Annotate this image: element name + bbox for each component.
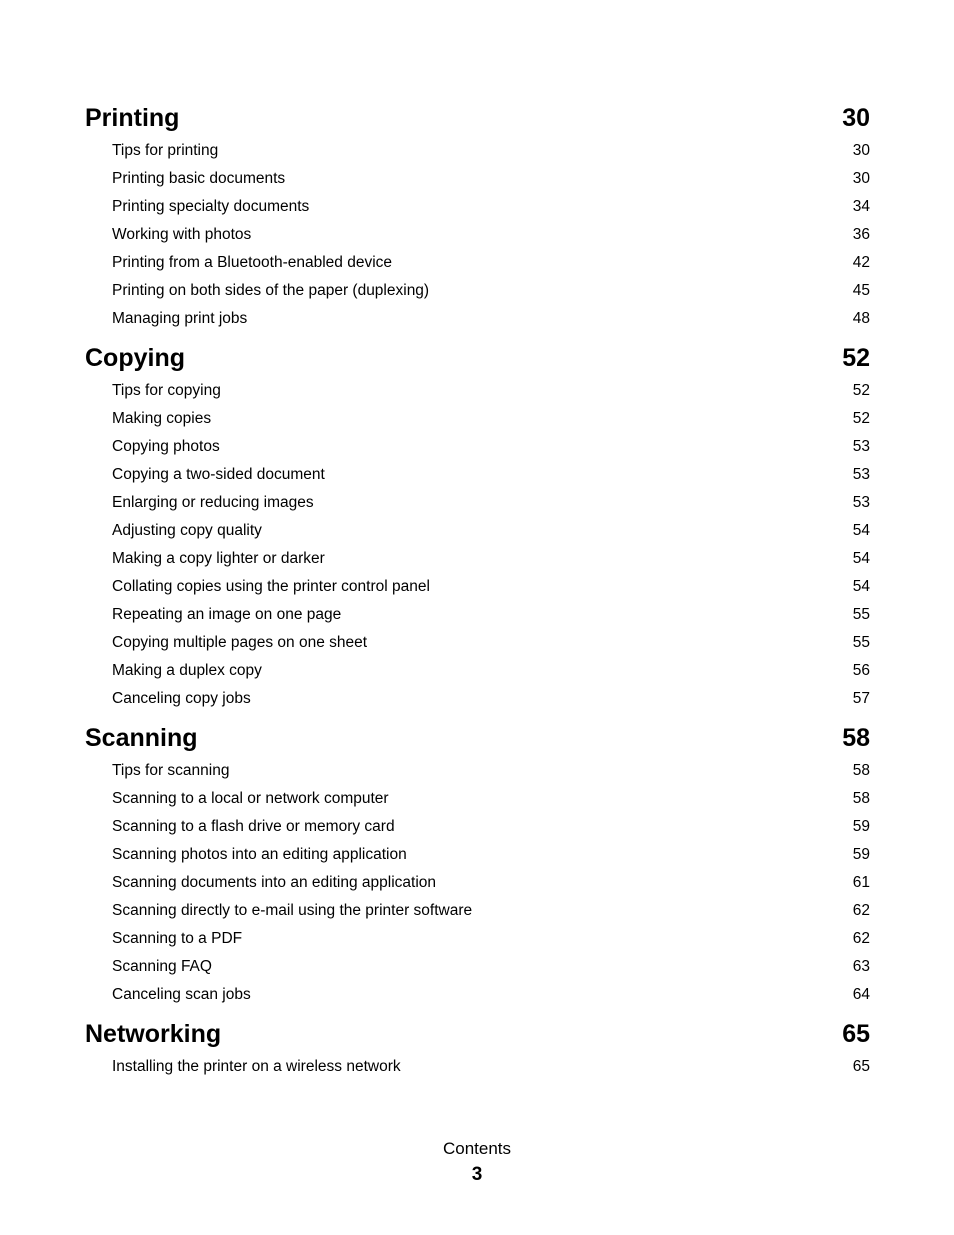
toc-entry-label: Scanning photos into an editing application [112,846,407,863]
toc-entry[interactable] [85,249,870,277]
toc-entry-page-number: 53 [852,466,870,483]
toc-entry-page-number: 56 [852,662,870,679]
section-heading[interactable] [85,719,870,757]
toc-entry-page-number: 53 [852,438,870,455]
toc-entry-label: Printing on both sides of the paper (duplexing) [112,282,430,299]
section-heading-label: Copying [85,344,185,372]
section-heading-page-number: 30 [842,104,870,132]
toc-entry-page-number: 59 [852,818,870,835]
toc-entry[interactable] [85,461,870,489]
toc-entry[interactable] [85,981,870,1009]
toc-entry[interactable] [85,305,870,333]
toc-entry[interactable] [85,813,870,841]
toc-entry-label: Scanning FAQ [112,958,212,975]
toc-entry-label: Making a copy lighter or darker [112,550,325,567]
toc-entry[interactable] [85,601,870,629]
toc-entry[interactable] [85,405,870,433]
toc-entry-label: Copying photos [112,438,220,455]
page-footer [0,1138,954,1190]
toc-entry-page-number: 55 [852,634,870,651]
toc-entry-label: Repeating an image on one page [112,606,342,623]
toc-entry-page-number: 61 [852,874,870,891]
page-number: 3 [471,1164,483,1185]
toc-entry-page-number: 54 [852,522,870,539]
toc-entry-page-number: 52 [852,410,870,427]
toc-section [85,719,870,1009]
toc-entry-page-number: 30 [852,170,870,187]
section-heading-page-number: 65 [842,1020,870,1048]
toc-entry[interactable] [85,489,870,517]
toc-entry[interactable] [85,377,870,405]
toc-entry[interactable] [85,221,870,249]
toc-entry-page-number: 36 [852,226,870,243]
section-heading[interactable] [85,99,870,137]
toc-entry-page-number: 34 [852,198,870,215]
toc-entry-page-number: 62 [852,930,870,947]
toc-entry-label: Printing specialty documents [112,198,310,215]
toc-entry-page-number: 54 [852,578,870,595]
toc-entry-page-number: 55 [852,606,870,623]
toc-entry-label: Copying a two-sided document [112,466,325,483]
table-of-contents [85,99,870,1087]
toc-entry[interactable] [85,517,870,545]
toc-entry-label: Tips for scanning [112,762,230,779]
toc-entry[interactable] [85,685,870,713]
toc-entry-label: Scanning directly to e-mail using the printer software [112,902,473,919]
toc-entry-label: Scanning to a local or network computer [112,790,389,807]
toc-entry-page-number: 48 [852,310,870,327]
section-heading-label: Networking [85,1020,222,1048]
toc-section [85,99,870,333]
section-heading-page-number: 58 [842,724,870,752]
toc-entry[interactable] [85,953,870,981]
toc-entry-label: Printing basic documents [112,170,286,187]
toc-entry[interactable] [85,657,870,685]
toc-entry-label: Tips for copying [112,382,221,399]
toc-entry-page-number: 59 [852,846,870,863]
section-heading[interactable] [85,339,870,377]
toc-entry-label: Making copies [112,410,212,427]
toc-entry-page-number: 54 [852,550,870,567]
footer-label: Contents [442,1139,512,1158]
toc-entry-label: Installing the printer on a wireless network [112,1058,401,1075]
toc-entry-label: Adjusting copy quality [112,522,262,539]
toc-entry[interactable] [85,629,870,657]
toc-section [85,339,870,713]
toc-entry-page-number: 62 [852,902,870,919]
toc-entry[interactable] [85,137,870,165]
toc-entry[interactable] [85,757,870,785]
section-heading-label: Scanning [85,724,198,752]
toc-entry-label: Canceling copy jobs [112,690,251,707]
toc-entry[interactable] [85,277,870,305]
toc-entry[interactable] [85,433,870,461]
toc-entry[interactable] [85,785,870,813]
toc-entry-page-number: 52 [852,382,870,399]
section-heading-label: Printing [85,104,180,132]
toc-entry-page-number: 63 [852,958,870,975]
toc-entry[interactable] [85,165,870,193]
toc-entry[interactable] [85,545,870,573]
toc-entry[interactable] [85,869,870,897]
toc-entry-label: Tips for printing [112,142,219,159]
toc-entry-page-number: 53 [852,494,870,511]
toc-section [85,1015,870,1081]
toc-entry-page-number: 42 [852,254,870,271]
toc-entry-page-number: 30 [852,142,870,159]
toc-entry-label: Scanning to a PDF [112,930,243,947]
toc-entry-page-number: 64 [852,986,870,1003]
section-heading[interactable] [85,1015,870,1053]
toc-entry[interactable] [85,925,870,953]
toc-entry-page-number: 45 [852,282,870,299]
toc-entry-label: Managing print jobs [112,310,248,327]
toc-entry-label: Scanning documents into an editing application [112,874,437,891]
toc-entry-page-number: 58 [852,790,870,807]
toc-entry[interactable] [85,193,870,221]
toc-entry-label: Copying multiple pages on one sheet [112,634,368,651]
toc-entry-label: Printing from a Bluetooth-enabled device [112,254,393,271]
toc-entry[interactable] [85,1053,870,1081]
toc-entry-label: Collating copies using the printer control panel [112,578,430,595]
toc-entry-label: Canceling scan jobs [112,986,251,1003]
toc-entry[interactable] [85,897,870,925]
toc-entry[interactable] [85,841,870,869]
toc-entry-label: Working with photos [112,226,252,243]
toc-entry-page-number: 58 [852,762,870,779]
section-heading-page-number: 52 [842,344,870,372]
toc-entry[interactable] [85,573,870,601]
toc-entry-page-number: 57 [852,690,870,707]
toc-entry-label: Enlarging or reducing images [112,494,314,511]
toc-entry-page-number: 65 [852,1058,870,1075]
toc-entry-label: Scanning to a flash drive or memory card [112,818,395,835]
toc-entry-label: Making a duplex copy [112,662,262,679]
